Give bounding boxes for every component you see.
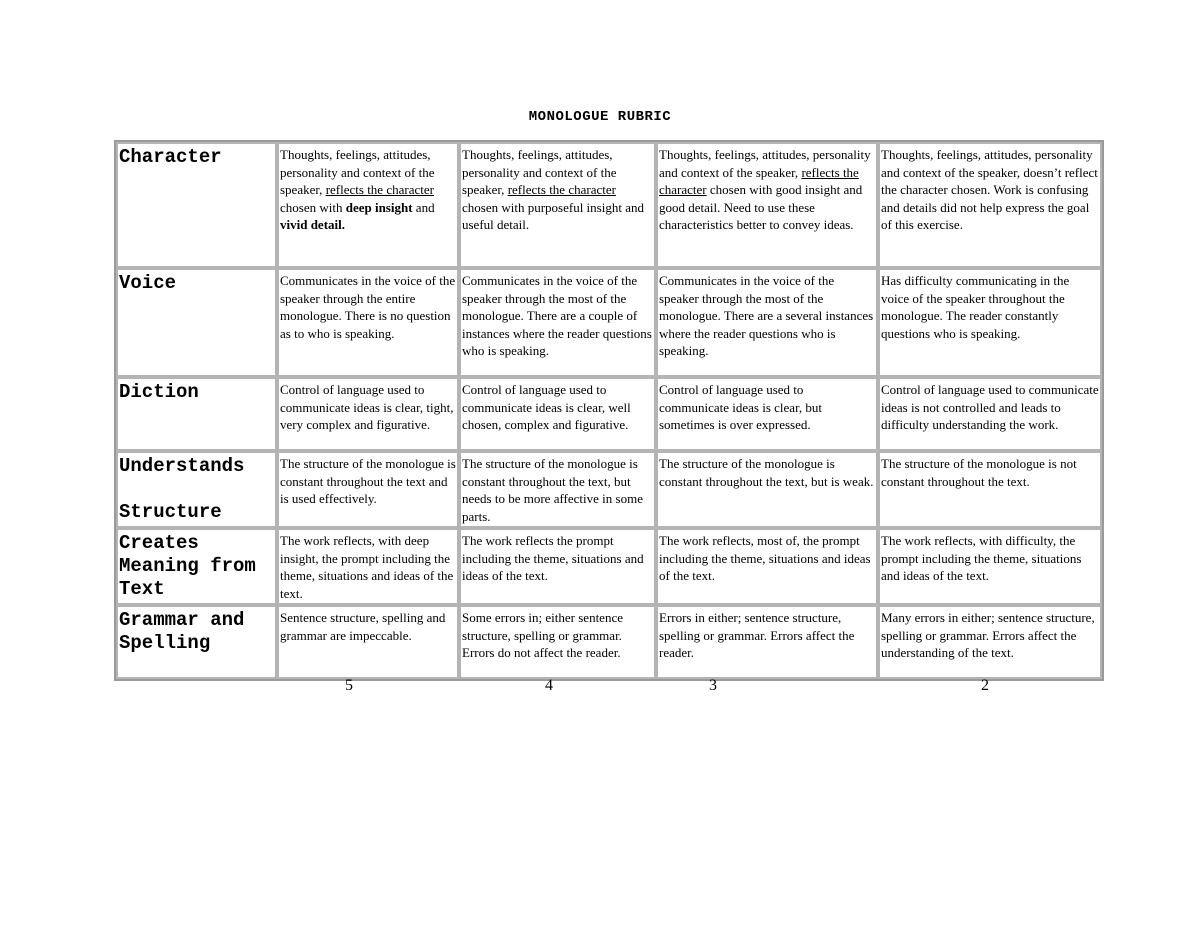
rubric-cell	[459, 377, 656, 451]
rubric-cell	[277, 377, 459, 451]
rubric-cell	[878, 142, 1102, 268]
cell-text: reflects the character	[659, 164, 859, 197]
cell-text: chosen with	[280, 199, 346, 215]
rubric-cell	[277, 268, 459, 377]
criterion-label: Voice	[116, 268, 277, 377]
rubric-cell	[878, 268, 1102, 377]
rubric-row	[116, 451, 1102, 528]
cell-text: Sentence structure, spelling and grammar are impeccable.	[280, 610, 446, 643]
cell-text: The work reflects, with difficulty, the prompt including the theme, situations and ideas of the text.	[881, 533, 1082, 583]
cell-text: Thoughts, feelings, attitudes, personality and context of the speaker, doesn’t reflect the character chosen. Work is confusing and details did not help express the goal of this exercise.	[881, 147, 1098, 232]
score-label: 2	[981, 677, 989, 694]
cell-text: Control of language used to communicate ideas is not controlled and leads to difficulty understanding the work.	[881, 382, 1099, 432]
score-label: 3	[709, 677, 717, 694]
criterion-label: Grammar and Spelling	[116, 605, 277, 679]
cell-text: deep insight	[345, 199, 413, 215]
rubric-cell	[459, 605, 656, 679]
cell-text: Thoughts, feelings, attitudes, personality and context of the speaker,	[659, 147, 871, 180]
cell-text: Thoughts, feelings, attitudes, personality and context of the speaker,	[462, 147, 617, 197]
cell-text: The structure of the monologue is constant throughout the text, but needs to be more affective in some parts.	[462, 456, 643, 524]
rubric-cell	[878, 605, 1102, 679]
cell-text: and	[412, 199, 435, 215]
rubric-cell	[656, 528, 878, 605]
cell-text: reflects the character	[507, 182, 616, 197]
criterion-label: Understands Structure	[116, 451, 277, 528]
rubric-cell	[459, 528, 656, 605]
criterion-label: Diction	[116, 377, 277, 451]
rubric-cell	[656, 451, 878, 528]
rubric-row	[116, 528, 1102, 605]
cell-text: chosen with good insight and good detail. Need to use these characteristics better to convey ideas.	[659, 182, 863, 232]
cell-text: Some errors in; either sentence structure, spelling or grammar. Errors do not affect the reader.	[462, 610, 623, 660]
cell-text: The structure of the monologue is not constant throughout the text.	[881, 456, 1077, 489]
rubric-cell	[277, 605, 459, 679]
rubric-cell	[656, 268, 878, 377]
rubric-row	[116, 605, 1102, 679]
cell-text: Communicates in the voice of the speaker through the most of the monologue. There are a several instances where the reader questions who is speaking.	[659, 273, 874, 358]
score-row	[0, 677, 1200, 699]
cell-text: Thoughts, feelings, attitudes, personality and context of the speaker,	[280, 147, 435, 197]
rubric-row	[116, 142, 1102, 268]
score-label: 5	[345, 677, 353, 694]
cell-text: The structure of the monologue is constant throughout the text and is used effectively.	[280, 456, 456, 506]
page-title: MONOLOGUE RUBRIC	[528, 109, 672, 125]
rubric-cell	[878, 377, 1102, 451]
criterion-label: Character	[116, 142, 277, 268]
cell-text: chosen with purposeful insight and useful detail.	[462, 199, 644, 232]
rubric-cell	[277, 142, 459, 268]
cell-text: The work reflects, most of, the prompt including the theme, situations and ideas of the text.	[659, 533, 871, 583]
cell-text: Communicates in the voice of the speaker through the entire monologue. There is no question as to who is speaking.	[280, 273, 456, 341]
cell-text: The work reflects the prompt including the theme, situations and ideas of the text.	[462, 533, 644, 583]
rubric-cell	[878, 451, 1102, 528]
rubric-cell	[656, 605, 878, 679]
rubric-cell	[459, 451, 656, 528]
rubric-row	[116, 268, 1102, 377]
cell-text: Errors in either; sentence structure, spelling or grammar. Errors affect the reader.	[659, 610, 855, 660]
cell-text: The structure of the monologue is constant throughout the text, but is weak.	[659, 456, 874, 489]
rubric-cell	[277, 451, 459, 528]
rubric-cell	[459, 142, 656, 268]
cell-text: Control of language used to communicate ideas is clear, but sometimes is over expressed.	[659, 382, 823, 432]
rubric-cell	[277, 528, 459, 605]
cell-text: The work reflects, with deep insight, the prompt including the theme, situations and ideas of the text.	[280, 533, 454, 601]
cell-text: vivid detail.	[280, 217, 346, 232]
cell-text: Many errors in either; sentence structure, spelling or grammar. Errors affect the understanding of the text.	[881, 610, 1095, 660]
cell-text: reflects the character	[325, 182, 434, 197]
rubric-cell	[656, 377, 878, 451]
rubric-cell	[878, 528, 1102, 605]
cell-text: Communicates in the voice of the speaker through the most of the monologue. There are a couple of instances where the reader questions who is speaking.	[462, 273, 652, 358]
rubric-table	[114, 140, 1104, 681]
cell-text: Control of language used to communicate ideas is clear, tight, very complex and figurative.	[280, 382, 454, 432]
score-label: 4	[545, 677, 553, 694]
criterion-label: Creates Meaning from Text	[116, 528, 277, 605]
cell-text: Control of language used to communicate ideas is clear, well chosen, complex and figurative.	[462, 382, 631, 432]
rubric-row	[116, 377, 1102, 451]
cell-text: Has difficulty communicating in the voice of the speaker throughout the monologue. The reader constantly questions who is speaking.	[881, 273, 1070, 341]
rubric-cell	[459, 268, 656, 377]
rubric-cell	[656, 142, 878, 268]
rubric-body	[116, 142, 1102, 679]
